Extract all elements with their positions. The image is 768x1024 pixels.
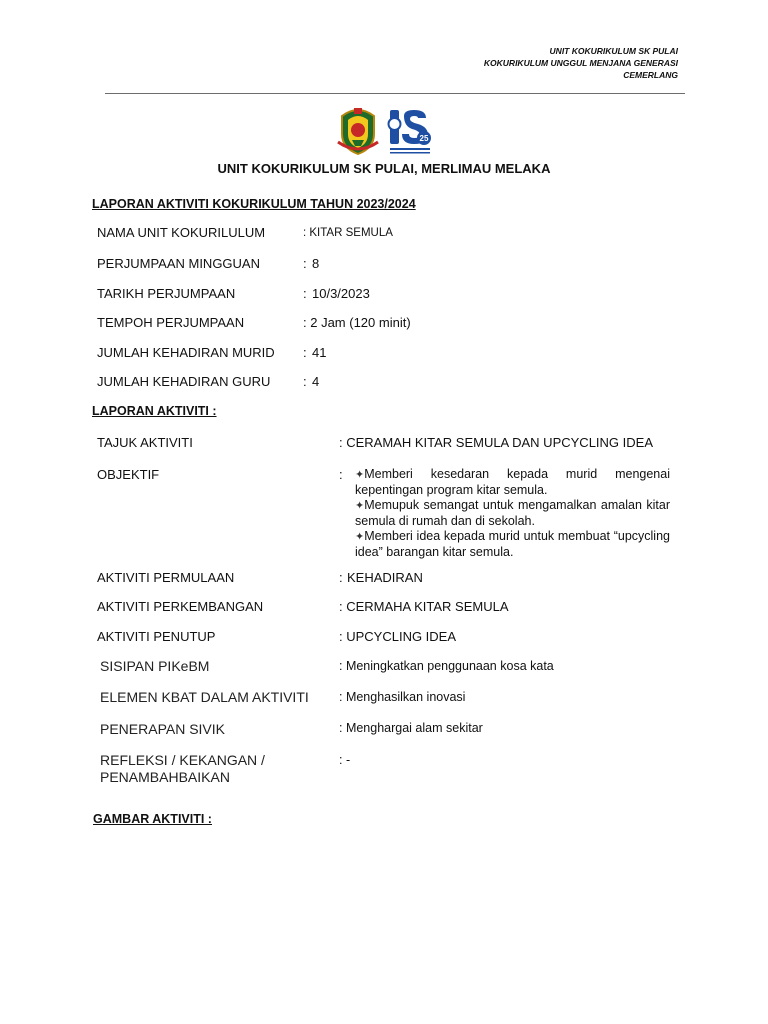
header-line-2: KOKURIKULUM UNGGUL MENJANA GENERASI (483, 58, 678, 68)
reflection-value: : - (339, 753, 351, 767)
objective-item: ✦Memupuk semangat untuk mengamalkan amalan kitar semula di rumah dan di sekolah. (355, 498, 670, 528)
logos (334, 106, 436, 156)
pikebm-label: SISIPAN PIKeBM (100, 658, 210, 674)
ss-logo (389, 110, 432, 154)
civic-value: : Menghargai alam sekitar (339, 721, 483, 735)
activity-label: OBJEKTIF (97, 467, 160, 482)
info-value: : 2 Jam (120 minit) (303, 315, 411, 330)
sparkle-bullet-icon: ✦ (355, 469, 365, 481)
info-value: 4 (312, 374, 320, 389)
activity-value: : UPCYCLING IDEA (339, 629, 457, 644)
info-label: JUMLAH KEHADIRAN GURU (97, 374, 271, 389)
info-value: 10/3/2023 (312, 286, 370, 301)
document-page: UNIT KOKURIKULUM SK PULAI KOKURIKULUM UNGGUL MENJANA GENERASI CEMERLANG 25 UNIT KOKURIKULUM SK PULAI, MERLIMAU MELAKA LAPORAN AKTIVITI KOKURIKULUM TAHUN 2023/2024 NAMA UNIT KOKURILULUM : KITAR SEMULA PERJUMPAAN MINGGUAN : 8 TARIKH PERJUMPAAN : 10/3/2023 TEMPOH PERJUMPAAN : 2 Jam (120 minit) JUMLAH KEHADIRAN MURID : 41 JUMLAH KEHADIRAN GURU : 4 LAPORAN AKTIVITI : TAJUK AKTIVITI : CERAMAH KITAR SEMULA DAN UPCYCLING IDEA OBJEKTIF : ✦Memberi kesedaran kepada murid mengenai kepentingan program kitar semula. ✦Memupuk semangat untuk mengamalkan amalan kitar semula di rumah dan di sekolah. ✦Memberi idea kepada murid untuk membuat “upcycling idea” barangan kitar semula. AKTIVITI PERMULAAN : KEHADIRAN AKTIVITI PERKEMBANGAN : CERMAHA KITAR SEMULA AKTIVITI PENUTUP : UPCYCLING IDEA SISIPAN PIKeBM : Meningkatkan penggunaan kosa kata ELEMEN KBAT DALAM AKTIVITI : Menghasilkan inovasi PENERAPAN SIVIK : Menghargai alam sekitar REFLEKSI / KEKANGAN / PENAMBAHBAIKAN : - GAMBAR AKTIVITI : (0, 0, 768, 1024)
activity-value: KEHADIRAN (347, 570, 423, 585)
activity-value: : CERMAHA KITAR SEMULA (339, 599, 509, 614)
info-label: TARIKH PERJUMPAAN (97, 286, 236, 301)
activity-label: AKTIVITI PERMULAAN (97, 570, 235, 585)
info-label: NAMA UNIT KOKURILULUM (97, 225, 266, 240)
civic-label: PENERAPAN SIVIK (100, 721, 226, 737)
section-heading-gallery: GAMBAR AKTIVITI : (93, 812, 212, 826)
reflection-label: REFLEKSI / KEKANGAN / PENAMBAHBAIKAN (100, 752, 265, 785)
info-label: PERJUMPAAN MINGGUAN (97, 256, 260, 271)
sparkle-bullet-icon: ✦ (355, 531, 365, 543)
activity-label: AKTIVITI PERKEMBANGAN (97, 599, 264, 614)
activity-label: AKTIVITI PENUTUP (97, 629, 216, 644)
info-value: 8 (312, 256, 320, 271)
kbat-value: : Menghasilkan inovasi (339, 690, 466, 704)
sparkle-bullet-icon: ✦ (355, 500, 365, 512)
document-header (318, 45, 678, 81)
info-value: : KITAR SEMULA (303, 227, 393, 239)
header-line-1: UNIT KOKURIKULUM SK PULAI (549, 46, 678, 56)
kbat-label: ELEMEN KBAT DALAM AKTIVITI (100, 689, 309, 705)
info-label: JUMLAH KEHADIRAN MURID (97, 345, 275, 360)
logo-group (334, 106, 436, 156)
header-line-3: CEMERLANG (623, 70, 678, 80)
objective-item: ✦Memberi kesedaran kepada murid mengenai kepentingan program kitar semula. (355, 467, 670, 497)
pikebm-value: : Meningkatkan penggunaan kosa kata (339, 659, 554, 673)
section-heading-report-year: LAPORAN AKTIVITI KOKURIKULUM TAHUN 2023/2024 (92, 197, 416, 211)
info-value: 41 (312, 345, 327, 360)
info-label: TEMPOH PERJUMPAAN (97, 315, 245, 330)
school-crest-logo (338, 108, 378, 154)
objectives-list (355, 467, 670, 560)
page-title: UNIT KOKURIKULUM SK PULAI, MERLIMAU MELAKA (217, 161, 551, 176)
ss-logo-number: 25 (419, 134, 429, 143)
activity-label: TAJUK AKTIVITI (97, 435, 193, 450)
activity-value: : CERAMAH KITAR SEMULA DAN UPCYCLING IDEA (339, 435, 653, 450)
header-divider (105, 93, 685, 94)
section-heading-activity-report: LAPORAN AKTIVITI : (92, 404, 217, 418)
objective-item: ✦Memberi idea kepada murid untuk membuat “upcycling idea” barangan kitar semula. (355, 529, 670, 559)
